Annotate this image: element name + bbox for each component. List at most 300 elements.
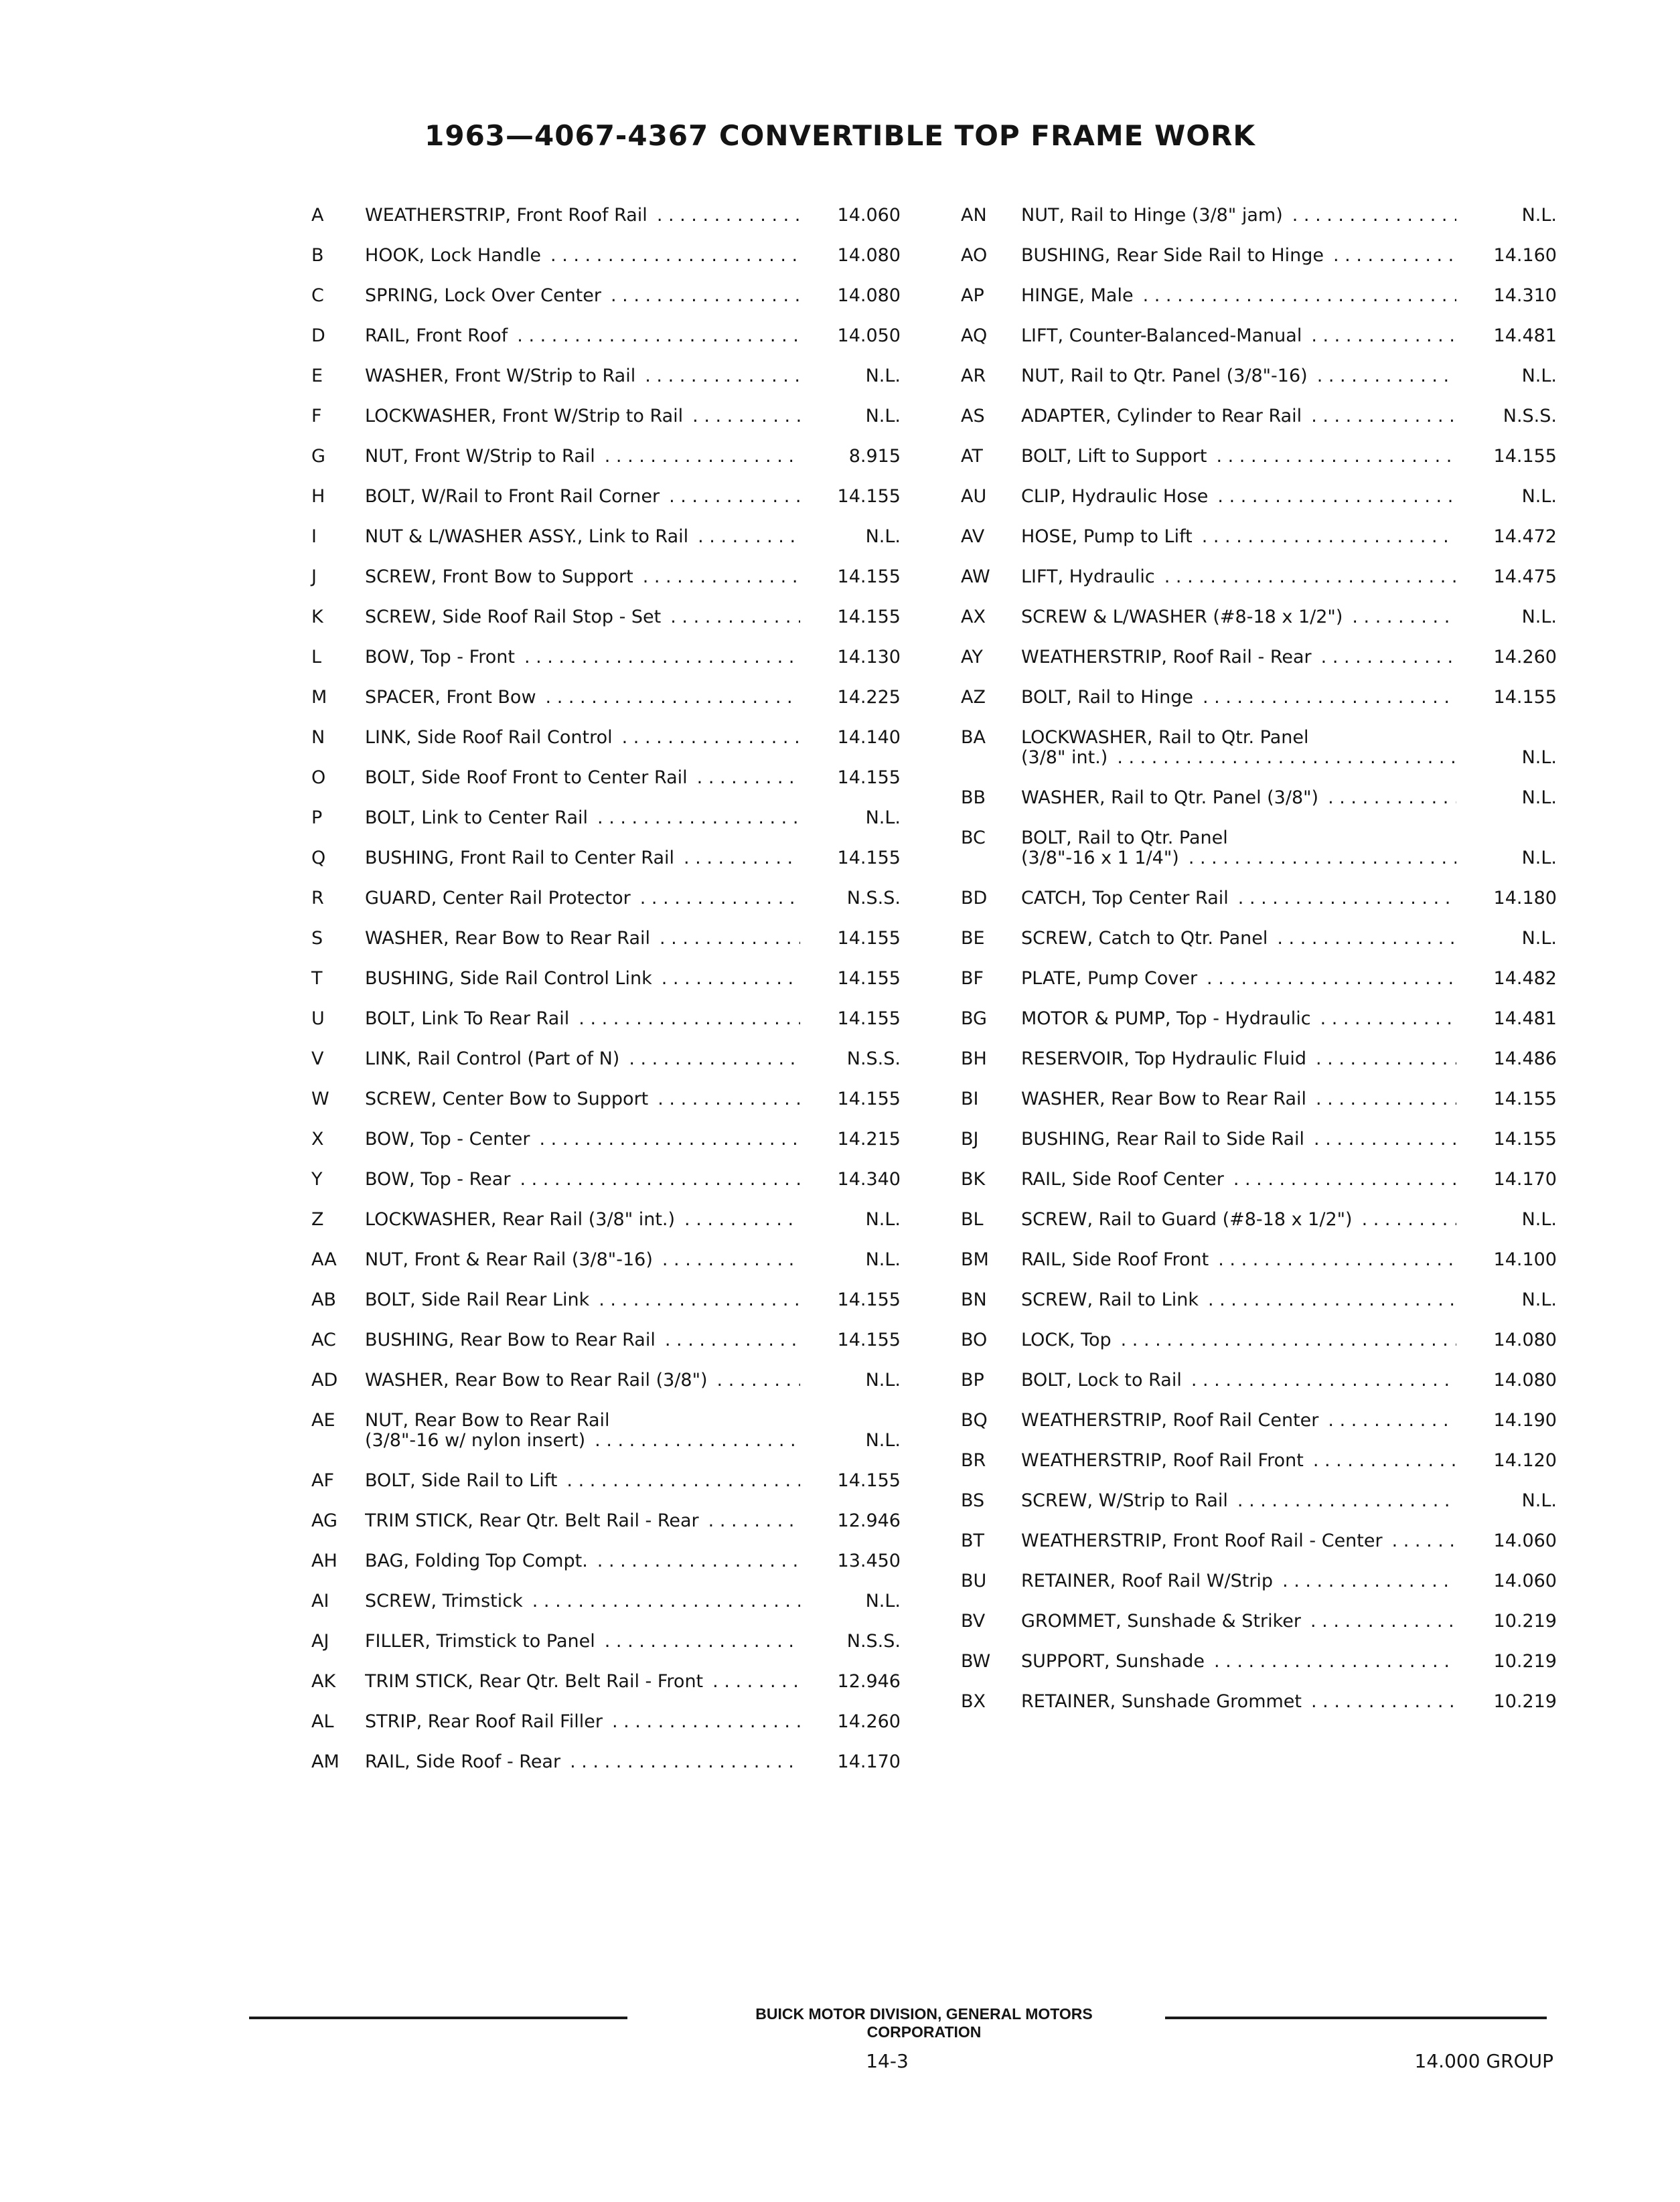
item-description-text: BOLT, Side Rail to Lift: [365, 1471, 561, 1491]
item-group-number: N.L.: [1521, 747, 1557, 768]
footer-rule-left: [249, 2017, 627, 2019]
item-description-text: WEATHERSTRIP, Roof Rail Center: [1021, 1411, 1322, 1431]
item-group-number: N.L.: [865, 1430, 901, 1451]
item-group-number: 14.130: [837, 647, 901, 667]
item-code: A: [311, 205, 324, 226]
list-item: [954, 1601, 1557, 1642]
item-description-text: SCREW, Rail to Guard (#8-18 x 1/2"): [1021, 1210, 1357, 1230]
item-description: [365, 1210, 800, 1230]
item-description-text: LOCKWASHER, Rear Rail (3/8" int.): [365, 1210, 679, 1230]
list-item: [298, 1622, 901, 1662]
item-code: E: [311, 366, 323, 386]
item-description: [365, 969, 800, 989]
item-group-number: 14.080: [837, 245, 901, 266]
item-code: BP: [961, 1370, 984, 1391]
item-group-number: 14.260: [1493, 647, 1557, 667]
item-code: AT: [961, 446, 983, 467]
item-group-number: 14.215: [837, 1129, 901, 1150]
list-item: [954, 517, 1557, 557]
item-description: [1021, 286, 1456, 306]
list-item: [298, 356, 901, 396]
list-item: [954, 1682, 1557, 1722]
list-item: [298, 477, 901, 517]
item-description-text: SCREW, Center Bow to Support: [365, 1089, 652, 1109]
item-description: [1021, 1370, 1456, 1391]
parts-list-left: [298, 195, 901, 1782]
list-item: [954, 236, 1557, 276]
list-item: [298, 597, 901, 637]
item-description: [1021, 607, 1456, 627]
item-group-number: 14.180: [1493, 888, 1557, 909]
item-description: [1021, 1451, 1456, 1471]
item-description: [365, 567, 800, 587]
item-description-text: BUSHING, Rear Rail to Side Rail: [1021, 1129, 1308, 1150]
item-description: [1021, 1089, 1456, 1109]
item-group-number: 14.482: [1493, 968, 1557, 989]
item-group-number: 14.190: [1493, 1410, 1557, 1431]
list-item: [298, 517, 901, 557]
list-item: [298, 276, 901, 316]
list-item: [298, 1240, 901, 1280]
list-item: [954, 316, 1557, 356]
item-code: BM: [961, 1249, 989, 1270]
item-code: BD: [961, 888, 988, 909]
item-code: AQ: [961, 325, 988, 346]
list-item: [298, 878, 901, 919]
item-description-text: BOLT, Rail to Qtr. Panel (3/8"-16 x 1 1/4"): [1021, 828, 1228, 868]
item-description: [1021, 1491, 1456, 1511]
list-item: [954, 637, 1557, 678]
item-code: AA: [311, 1249, 337, 1270]
item-description-text: LINK, Rail Control (Part of N): [365, 1049, 623, 1069]
item-code: BH: [961, 1048, 987, 1069]
item-code: AY: [961, 647, 983, 667]
item-description: [1021, 246, 1456, 266]
item-code: AS: [961, 406, 985, 426]
item-description: [365, 366, 800, 386]
item-description-text: RAIL, Side Roof Center: [1021, 1170, 1228, 1190]
item-description: [1021, 487, 1456, 507]
list-item: [954, 999, 1557, 1039]
item-code: AE: [311, 1410, 335, 1431]
item-group-number: N.L.: [865, 807, 901, 828]
item-code: X: [311, 1129, 324, 1150]
item-code: BS: [961, 1490, 985, 1511]
item-description: [1021, 567, 1456, 587]
list-item: [298, 1119, 901, 1160]
item-description-text: WASHER, Rear Bow to Rear Rail: [1021, 1089, 1310, 1109]
item-description-text: PLATE, Pump Cover: [1021, 969, 1201, 989]
item-description-text: HOSE, Pump to Lift: [1021, 527, 1197, 547]
item-description-text: RETAINER, Sunshade Grommet: [1021, 1692, 1306, 1712]
item-code: AP: [961, 285, 984, 306]
item-description: [365, 326, 800, 346]
list-item: [298, 1742, 901, 1782]
item-code: J: [311, 566, 317, 587]
item-description: [365, 1411, 800, 1451]
item-description: [1021, 1611, 1456, 1632]
item-description-text: GUARD, Center Rail Protector: [365, 888, 635, 909]
list-item: [298, 1280, 901, 1320]
item-code: AZ: [961, 687, 986, 708]
item-group-number: 14.140: [837, 727, 901, 748]
item-description-text: STRIP, Rear Roof Rail Filler: [365, 1712, 607, 1732]
item-group-number: N.L.: [865, 1591, 901, 1611]
list-item: [954, 1481, 1557, 1521]
item-description: [365, 406, 800, 426]
item-description: [365, 768, 800, 788]
item-code: BQ: [961, 1410, 988, 1431]
item-group-number: N.S.S.: [846, 1048, 901, 1069]
item-group-number: 14.170: [837, 1751, 901, 1772]
item-code: AI: [311, 1591, 329, 1611]
item-code: BG: [961, 1008, 987, 1029]
list-item: [298, 1702, 901, 1742]
list-item: [298, 1501, 901, 1541]
item-group-number: 14.486: [1493, 1048, 1557, 1069]
item-code: AO: [961, 245, 988, 266]
list-item: [954, 878, 1557, 919]
list-item: [954, 919, 1557, 959]
item-code: N: [311, 727, 325, 748]
item-code: BJ: [961, 1129, 979, 1150]
list-item: [298, 396, 901, 437]
item-description: [365, 527, 800, 547]
list-item: [298, 557, 901, 597]
list-item: [298, 1541, 901, 1581]
item-description-text: NUT, Rail to Hinge (3/8" jam): [1021, 206, 1287, 226]
item-description: [1021, 1411, 1456, 1431]
item-description-text: NUT, Rear Bow to Rear Rail (3/8"-16 w/ nylon insert): [365, 1411, 610, 1451]
item-description: [1021, 1290, 1456, 1310]
list-item: [298, 718, 901, 758]
list-item: [954, 1320, 1557, 1360]
item-description-text: SCREW & L/WASHER (#8-18 x 1/2"): [1021, 607, 1347, 627]
list-item: [954, 1280, 1557, 1320]
item-code: AR: [961, 366, 986, 386]
item-description: [1021, 1531, 1456, 1551]
item-code: R: [311, 888, 324, 909]
item-description: [1021, 688, 1456, 708]
item-code: AH: [311, 1551, 337, 1571]
list-item: [954, 1160, 1557, 1200]
item-group-number: 14.155: [837, 566, 901, 587]
item-description-text: BOLT, Rail to Hinge: [1021, 688, 1197, 708]
item-description: [1021, 1330, 1456, 1350]
item-description: [1021, 1049, 1456, 1069]
list-item: [954, 1401, 1557, 1441]
item-group-number: 14.155: [837, 928, 901, 949]
item-description: [365, 1129, 800, 1150]
list-item: [954, 1240, 1557, 1280]
item-description: [1021, 527, 1456, 547]
item-description-text: WEATHERSTRIP, Roof Rail Front: [1021, 1451, 1308, 1471]
item-group-number: 14.155: [837, 1330, 901, 1350]
item-code: AK: [311, 1671, 336, 1692]
item-description: [365, 1330, 800, 1350]
item-description-text: WASHER, Front W/Strip to Rail: [365, 366, 639, 386]
list-item: [298, 758, 901, 798]
item-description-text: LIFT, Hydraulic: [1021, 567, 1159, 587]
item-description: [365, 1049, 800, 1069]
list-item: [298, 1401, 901, 1461]
item-description-text: BOW, Top - Rear: [365, 1170, 514, 1190]
item-description: [1021, 888, 1456, 909]
item-group-number: 14.060: [837, 205, 901, 226]
item-group-number: 10.219: [1493, 1691, 1557, 1712]
list-item: [298, 1039, 901, 1079]
item-description-text: RAIL, Front Roof: [365, 326, 512, 346]
list-item: [954, 1119, 1557, 1160]
item-code: K: [311, 607, 323, 627]
item-description: [365, 1632, 800, 1652]
parts-list-right: [954, 195, 1557, 1722]
item-group-number: N.L.: [1521, 486, 1557, 507]
item-description-text: NUT, Front W/Strip to Rail: [365, 447, 599, 467]
item-description: [1021, 326, 1456, 346]
item-description: [1021, 1250, 1456, 1270]
item-code: BU: [961, 1571, 987, 1591]
item-description: [365, 1170, 800, 1190]
list-item: [298, 1360, 901, 1401]
item-group-number: N.L.: [865, 1370, 901, 1391]
item-code: D: [311, 325, 325, 346]
item-group-number: 14.155: [1493, 687, 1557, 708]
item-code: AL: [311, 1711, 334, 1732]
list-item: [298, 437, 901, 477]
item-group-number: 14.160: [1493, 245, 1557, 266]
item-description: [365, 607, 800, 627]
list-item: [954, 959, 1557, 999]
group-label: 14.000 GROUP: [1414, 2050, 1553, 2072]
item-group-number: 14.155: [1493, 1089, 1557, 1109]
item-description-text: WASHER, Rear Bow to Rear Rail: [365, 929, 654, 949]
list-item: [298, 637, 901, 678]
item-description-text: WASHER, Rail to Qtr. Panel (3/8"): [1021, 788, 1322, 808]
item-group-number: N.L.: [1521, 848, 1557, 868]
item-description: [365, 1712, 800, 1732]
item-group-number: 10.219: [1493, 1651, 1557, 1672]
item-code: T: [311, 968, 323, 989]
item-code: AC: [311, 1330, 336, 1350]
list-item: [954, 1561, 1557, 1601]
item-description-text: BOLT, Lock to Rail: [1021, 1370, 1186, 1391]
item-description: [1021, 1129, 1456, 1150]
item-description-text: LOCKWASHER, Front W/Strip to Rail: [365, 406, 687, 426]
item-description-text: SCREW, Rail to Link: [1021, 1290, 1203, 1310]
item-description-text: LINK, Side Roof Rail Control: [365, 728, 617, 748]
item-description: [1021, 406, 1456, 426]
item-code: BL: [961, 1209, 984, 1230]
item-description-text: NUT, Front & Rear Rail (3/8"-16): [365, 1250, 657, 1270]
item-group-number: 14.120: [1493, 1450, 1557, 1471]
list-item: [298, 678, 901, 718]
item-group-number: 14.060: [1493, 1571, 1557, 1591]
item-group-number: N.L.: [1521, 205, 1557, 226]
list-item: [954, 1441, 1557, 1481]
item-description-text: NUT & L/WASHER ASSY., Link to Rail: [365, 527, 692, 547]
list-item: [298, 1160, 901, 1200]
item-code: BA: [961, 727, 986, 748]
item-description-text: BUSHING, Rear Side Rail to Hinge: [1021, 246, 1328, 266]
item-description: [365, 848, 800, 868]
list-item: [298, 999, 901, 1039]
item-code: AN: [961, 205, 987, 226]
item-code: Q: [311, 848, 326, 868]
item-code: AW: [961, 566, 990, 587]
item-description-text: SPRING, Lock Over Center: [365, 286, 605, 306]
item-description-text: SCREW, W/Strip to Rail: [1021, 1491, 1232, 1511]
item-group-number: 14.155: [1493, 1129, 1557, 1150]
item-description-text: SPACER, Front Bow: [365, 688, 540, 708]
list-item: [954, 597, 1557, 637]
item-group-number: N.L.: [865, 406, 901, 426]
item-description: [1021, 1571, 1456, 1591]
item-code: AD: [311, 1370, 338, 1391]
item-code: BC: [961, 828, 986, 848]
item-code: BF: [961, 968, 984, 989]
item-description: [365, 1089, 800, 1109]
item-description-text: LIFT, Counter-Balanced-Manual: [1021, 326, 1306, 346]
item-group-number: 14.050: [837, 325, 901, 346]
list-item: [298, 1662, 901, 1702]
item-description-text: BUSHING, Side Rail Control Link: [365, 969, 656, 989]
list-item: [298, 1581, 901, 1622]
item-description-text: SCREW, Trimstick: [365, 1591, 527, 1611]
list-item: [954, 557, 1557, 597]
item-description: [365, 487, 800, 507]
item-description-text: SCREW, Catch to Qtr. Panel: [1021, 929, 1272, 949]
item-description: [1021, 206, 1456, 226]
item-description: [365, 206, 800, 226]
list-item: [954, 1079, 1557, 1119]
item-description-text: WEATHERSTRIP, Front Roof Rail: [365, 206, 652, 226]
item-group-number: 14.260: [837, 1711, 901, 1732]
item-group-number: 14.481: [1493, 325, 1557, 346]
list-item: [298, 959, 901, 999]
list-item: [954, 477, 1557, 517]
item-description-text: GROMMET, Sunshade & Striker: [1021, 1611, 1305, 1632]
item-group-number: N.L.: [1521, 607, 1557, 627]
list-item: [298, 1200, 901, 1240]
item-description: [1021, 788, 1456, 808]
item-group-number: N.L.: [865, 1249, 901, 1270]
list-item: [954, 396, 1557, 437]
item-code: BV: [961, 1611, 986, 1632]
list-item: [298, 838, 901, 878]
item-description-text: BOLT, W/Rail to Front Rail Corner: [365, 487, 664, 507]
item-code: W: [311, 1089, 329, 1109]
item-group-number: 10.219: [1493, 1611, 1557, 1632]
item-description-text: SCREW, Front Bow to Support: [365, 567, 637, 587]
item-description-text: BOLT, Lift to Support: [1021, 447, 1211, 467]
item-description: [1021, 728, 1456, 768]
item-group-number: N.S.S.: [846, 1631, 901, 1652]
item-group-number: 14.080: [1493, 1370, 1557, 1391]
item-description: [365, 728, 800, 748]
item-code: I: [311, 526, 317, 547]
item-code: BE: [961, 928, 985, 949]
item-code: Z: [311, 1209, 324, 1230]
item-description: [365, 688, 800, 708]
item-description-text: WEATHERSTRIP, Front Roof Rail - Center: [1021, 1531, 1387, 1551]
item-code: AX: [961, 607, 986, 627]
item-code: AJ: [311, 1631, 329, 1652]
list-item: [298, 798, 901, 838]
item-group-number: 14.155: [837, 848, 901, 868]
item-description-text: WASHER, Rear Bow to Rear Rail (3/8"): [365, 1370, 712, 1391]
item-code: BB: [961, 787, 986, 808]
item-description: [365, 1471, 800, 1491]
item-description: [365, 1752, 800, 1772]
item-group-number: 14.155: [837, 1089, 901, 1109]
list-item: [954, 718, 1557, 778]
item-description: [1021, 1652, 1456, 1672]
item-description-text: SUPPORT, Sunshade: [1021, 1652, 1209, 1672]
list-item: [298, 236, 901, 276]
item-code: AB: [311, 1289, 336, 1310]
list-item: [954, 818, 1557, 878]
item-code: O: [311, 767, 326, 788]
item-description-text: MOTOR & PUMP, Top - Hydraulic: [1021, 1009, 1315, 1029]
item-description-text: BUSHING, Front Rail to Center Rail: [365, 848, 678, 868]
item-group-number: N.L.: [1521, 1209, 1557, 1230]
item-description-text: BOLT, Link to Center Rail: [365, 808, 592, 828]
item-code: BR: [961, 1450, 986, 1471]
item-description-text: TRIM STICK, Rear Qtr. Belt Rail - Rear: [365, 1511, 703, 1531]
item-description: [365, 888, 800, 909]
item-group-number: 8.915: [848, 446, 901, 467]
item-description-text: ADAPTER, Cylinder to Rear Rail: [1021, 406, 1306, 426]
item-description-text: BOLT, Side Roof Front to Center Rail: [365, 768, 692, 788]
item-code: BN: [961, 1289, 987, 1310]
item-group-number: 14.155: [837, 1008, 901, 1029]
item-code: P: [311, 807, 323, 828]
item-description: [1021, 929, 1456, 949]
item-group-number: 14.225: [837, 687, 901, 708]
item-code: V: [311, 1048, 324, 1069]
item-description: [365, 1250, 800, 1270]
list-item: [954, 195, 1557, 236]
item-group-number: 13.450: [837, 1551, 901, 1571]
item-group-number: 12.946: [837, 1671, 901, 1692]
item-group-number: N.L.: [865, 1209, 901, 1230]
item-group-number: N.L.: [1521, 1490, 1557, 1511]
list-item: [954, 1360, 1557, 1401]
item-description: [365, 1591, 800, 1611]
item-code: BT: [961, 1530, 985, 1551]
item-group-number: 14.155: [837, 767, 901, 788]
item-description-text: BOLT, Link To Rear Rail: [365, 1009, 573, 1029]
item-group-number: N.L.: [1521, 1289, 1557, 1310]
item-description-text: RETAINER, Roof Rail W/Strip: [1021, 1571, 1277, 1591]
footer-division: BUICK MOTOR DIVISION, GENERAL MOTORS CORPORATION: [755, 2005, 1093, 2041]
item-group-number: 14.155: [837, 486, 901, 507]
item-code: U: [311, 1008, 325, 1029]
item-code: G: [311, 446, 325, 467]
item-group-number: N.L.: [865, 366, 901, 386]
item-code: AU: [961, 486, 987, 507]
item-code: C: [311, 285, 324, 306]
item-description: [365, 929, 800, 949]
item-group-number: N.S.S.: [846, 888, 901, 909]
list-item: [298, 195, 901, 236]
item-description-text: NUT, Rail to Qtr. Panel (3/8"-16): [1021, 366, 1312, 386]
item-group-number: N.L.: [1521, 366, 1557, 386]
item-group-number: N.L.: [865, 526, 901, 547]
item-group-number: 14.340: [837, 1169, 901, 1190]
item-group-number: 14.155: [1493, 446, 1557, 467]
